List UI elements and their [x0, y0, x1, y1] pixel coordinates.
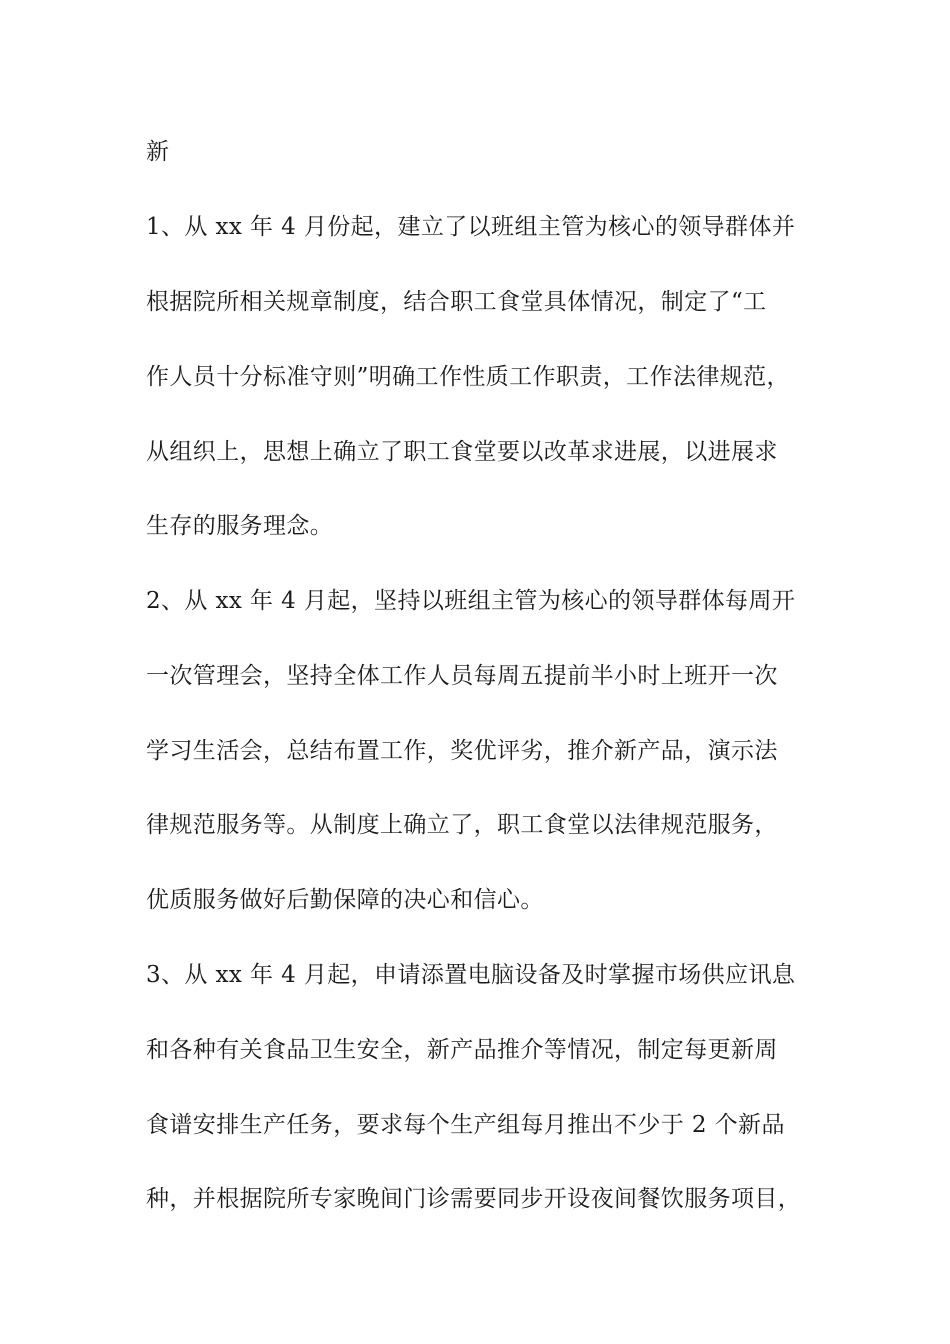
text-line-8: 一次管理会，坚持全体工作人员每周五提前半小时上班开一次 [146, 663, 778, 689]
text-line-5: 从组织上，思想上确立了职工食堂要以改革求进展，以进展求 [146, 439, 778, 465]
text-line-4: 作人员十分标准守则”明确工作性质工作职责，工作法律规范， [146, 364, 790, 390]
text-line-3: 根据院所相关规章制度，结合职工食堂具体情况，制定了“工 [146, 289, 767, 315]
text-line-15: 种，并根据院所专家晚间门诊需要同步开设夜间餐饮服务项目， [146, 1186, 802, 1212]
text-line-14: 食谱安排生产任务，要求每个生产组每月推出不少于 2 个新品 [146, 1112, 785, 1138]
text-line-7: 2、从 xx 年 4 月起，坚持以班组主管为核心的领导群体每周开 [146, 588, 796, 614]
text-line-1: 新 [146, 139, 170, 165]
text-line-11: 优质服务做好后勤保障的决心和信心。 [146, 887, 544, 913]
text-line-2: 1、从 xx 年 4 月份起，建立了以班组主管为核心的领导群体并 [146, 214, 796, 240]
text-line-13: 和各种有关食品卫生安全，新产品推介等情况，制定每更新周 [146, 1037, 778, 1063]
text-line-6: 生存的服务理念。 [146, 513, 334, 539]
text-line-10: 律规范服务等。从制度上确立了，职工食堂以法律规范服务， [146, 812, 778, 838]
text-line-9: 学习生活会，总结布置工作，奖优评劣，推介新产品，演示法 [146, 738, 778, 764]
text-line-12: 3、从 xx 年 4 月起，申请添置电脑设备及时掌握市场供应讯息 [146, 962, 796, 988]
